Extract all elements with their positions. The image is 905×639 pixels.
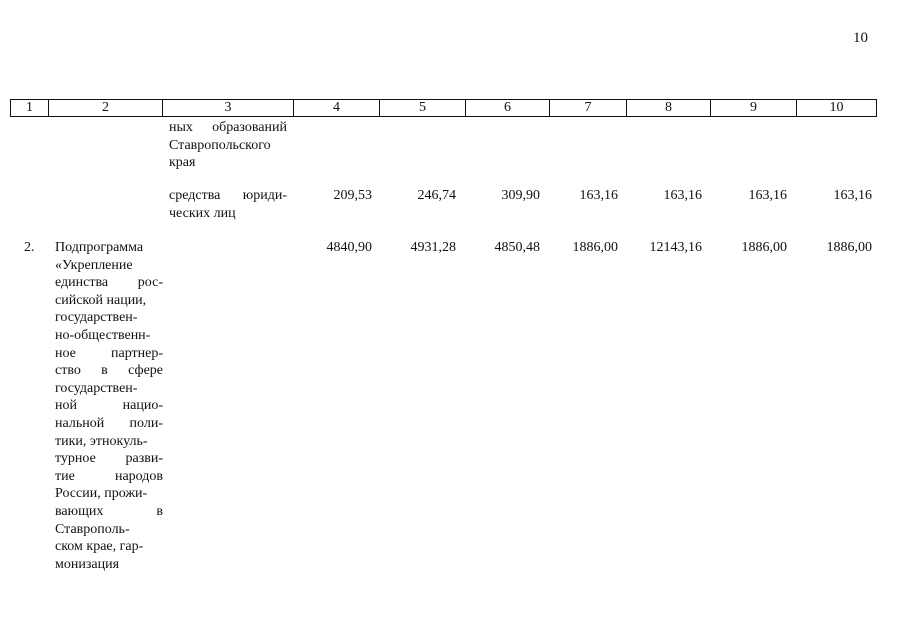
value-col4: 4840,90 bbox=[326, 240, 372, 255]
word: нальной bbox=[55, 415, 105, 431]
word: средства bbox=[169, 188, 221, 203]
text-line bbox=[55, 503, 163, 521]
subprogram-name bbox=[55, 239, 163, 573]
value-col8: 163,16 bbox=[663, 188, 702, 203]
value-col8: 12143,16 bbox=[649, 240, 702, 255]
text-line: государствен- bbox=[55, 380, 138, 396]
word: вающих bbox=[55, 503, 104, 519]
word: рос- bbox=[137, 275, 163, 291]
text-line: Ставрополь- bbox=[55, 521, 130, 537]
header-col-9: 9 bbox=[711, 100, 797, 117]
word: в bbox=[101, 363, 108, 379]
value-col7: 163,16 bbox=[579, 188, 618, 203]
header-col-6: 6 bbox=[466, 100, 550, 117]
word: поли- bbox=[129, 415, 163, 431]
text-line: Подпрограмма bbox=[55, 240, 144, 255]
word: партнер- bbox=[110, 345, 163, 361]
header-col-4: 4 bbox=[294, 100, 380, 117]
word: народов bbox=[114, 468, 163, 484]
row-number: 2. bbox=[24, 240, 35, 255]
header-col-10: 10 bbox=[797, 100, 877, 117]
word: турное bbox=[55, 451, 96, 467]
row-legal-entities-col3 bbox=[169, 187, 287, 222]
text-line: ческих лиц bbox=[169, 205, 236, 221]
header-col-2: 2 bbox=[49, 100, 163, 117]
word: ной bbox=[55, 398, 77, 414]
text-line bbox=[55, 345, 163, 363]
text-line bbox=[169, 119, 287, 137]
word: нацио- bbox=[122, 398, 163, 414]
text-line: России, прожи- bbox=[55, 486, 148, 502]
row-continuation-col3 bbox=[169, 119, 287, 172]
word: ное bbox=[55, 345, 76, 361]
text-line: Ставропольского bbox=[169, 137, 271, 153]
value-col9: 163,16 bbox=[748, 188, 787, 203]
header-col-1: 1 bbox=[11, 100, 49, 117]
text-line: сийской нации, bbox=[55, 292, 147, 308]
header-col-8: 8 bbox=[627, 100, 711, 117]
text-line bbox=[55, 362, 163, 380]
text-line: тики, этнокуль- bbox=[55, 433, 148, 449]
text-line: ском крае, гар- bbox=[55, 539, 144, 555]
value-col6: 309,90 bbox=[501, 188, 540, 203]
value-col9: 1886,00 bbox=[741, 240, 787, 255]
text-line bbox=[55, 274, 163, 292]
text-line bbox=[55, 468, 163, 486]
word: ство bbox=[55, 363, 81, 379]
text-line bbox=[169, 187, 287, 205]
text-line bbox=[55, 397, 163, 415]
text-line: но-общественн- bbox=[55, 327, 151, 343]
word: ных bbox=[169, 120, 193, 135]
word: сфере bbox=[128, 363, 163, 379]
word: тие bbox=[55, 468, 75, 484]
value-col10: 1886,00 bbox=[826, 240, 872, 255]
word: разви- bbox=[125, 451, 163, 467]
column-number-header bbox=[10, 99, 877, 117]
value-col6: 4850,48 bbox=[494, 240, 540, 255]
value-col7: 1886,00 bbox=[572, 240, 618, 255]
text-line: края bbox=[169, 155, 196, 171]
page-number: 10 bbox=[853, 30, 868, 46]
word: в bbox=[156, 503, 163, 519]
header-col-7: 7 bbox=[550, 100, 627, 117]
value-col5: 246,74 bbox=[417, 188, 456, 203]
text-line: государствен- bbox=[55, 310, 138, 326]
text-line bbox=[55, 415, 163, 433]
word: единства bbox=[55, 275, 109, 291]
word: юриди- bbox=[242, 188, 287, 203]
text-line: монизация bbox=[55, 556, 120, 572]
value-col5: 4931,28 bbox=[410, 240, 456, 255]
text-line: «Укрепление bbox=[55, 257, 133, 273]
header-col-5: 5 bbox=[380, 100, 466, 117]
value-col10: 163,16 bbox=[833, 188, 872, 203]
value-col4: 209,53 bbox=[333, 188, 372, 203]
text-line bbox=[55, 450, 163, 468]
word: образований bbox=[212, 120, 287, 135]
header-col-3: 3 bbox=[163, 100, 294, 117]
